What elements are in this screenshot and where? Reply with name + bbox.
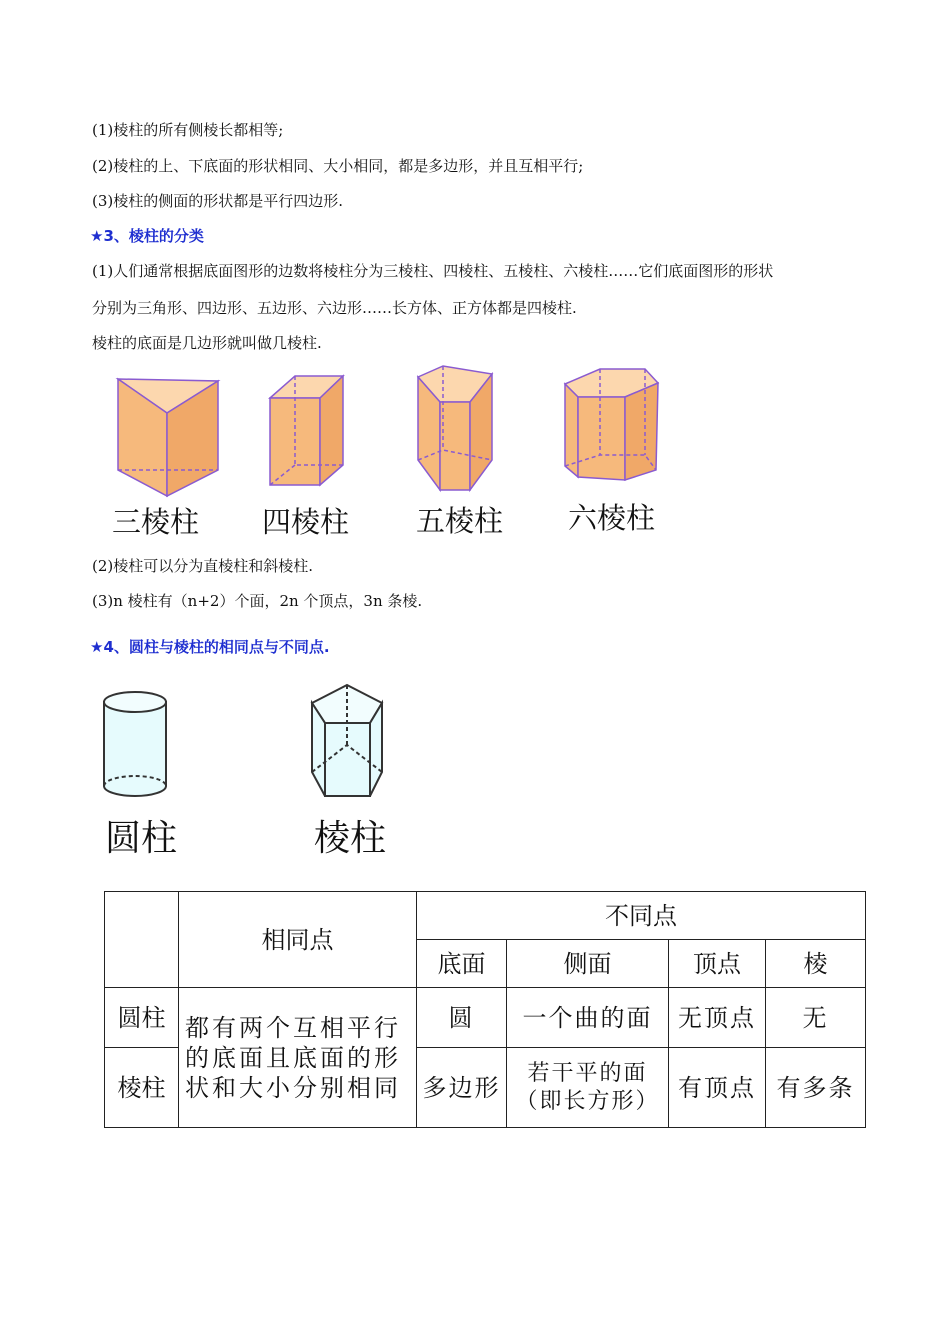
same-header: 相同点 xyxy=(179,892,417,988)
diff-header: 不同点 xyxy=(417,892,866,940)
label-square-prism: 四棱柱 xyxy=(262,505,350,539)
label-hexagonal-prism: 六棱柱 xyxy=(568,501,656,535)
comparison-table xyxy=(104,891,866,1128)
prism-vertex: 有顶点 xyxy=(669,1048,766,1128)
prism-base: 多边形 xyxy=(417,1048,507,1128)
label-prism: 棱柱 xyxy=(314,818,387,859)
prism-side: 若干平的面（即长方形） xyxy=(507,1048,669,1128)
classification-line-1: (1)人们通常根据底面图形的边数将棱柱分为三棱柱、四棱柱、五棱柱、六棱柱……它们底面图形的形状 xyxy=(92,262,774,280)
property-3: (3)棱柱的侧面的形状都是平行四边形. xyxy=(92,192,344,210)
property-1: (1)棱柱的所有侧棱长都相等; xyxy=(92,121,284,139)
cylinder-side: 一个曲的面 xyxy=(507,988,669,1048)
sub-header-vertex: 顶点 xyxy=(669,940,766,988)
label-triangular-prism: 三棱柱 xyxy=(112,505,200,539)
cylinder-vertex: 无顶点 xyxy=(669,988,766,1048)
classification-line-3: 棱柱的底面是几边形就叫做几棱柱. xyxy=(92,334,322,352)
section-4-heading: ★4、圆柱与棱柱的相同点与不同点. xyxy=(90,638,330,656)
sub-header-side: 侧面 xyxy=(507,940,669,988)
classification-para-2: (2)棱柱可以分为直棱柱和斜棱柱. xyxy=(92,557,314,575)
label-cylinder: 圆柱 xyxy=(105,818,178,859)
table-corner-cell xyxy=(105,892,179,988)
prism-edge: 有多条 xyxy=(766,1048,866,1128)
sub-header-base: 底面 xyxy=(417,940,507,988)
cylinder-base: 圆 xyxy=(417,988,507,1048)
row-name-prism: 棱柱 xyxy=(105,1048,179,1128)
same-content: 都有两个互相平行的底面且底面的形状和大小分别相同 xyxy=(179,988,417,1128)
cylinder-edge: 无 xyxy=(766,988,866,1048)
classification-para-3: (3)n 棱柱有（n+2）个面，2n 个顶点，3n 条棱. xyxy=(92,592,423,610)
property-2: (2)棱柱的上、下底面的形状相同、大小相同，都是多边形，并且互相平行; xyxy=(92,157,584,175)
sub-header-edge: 棱 xyxy=(766,940,866,988)
label-pentagonal-prism: 五棱柱 xyxy=(416,504,504,538)
classification-line-2: 分别为三角形、四边形、五边形、六边形……长方体、正方体都是四棱柱. xyxy=(92,299,577,317)
row-name-cylinder: 圆柱 xyxy=(105,988,179,1048)
section-3-heading: ★3、棱柱的分类 xyxy=(90,227,204,245)
